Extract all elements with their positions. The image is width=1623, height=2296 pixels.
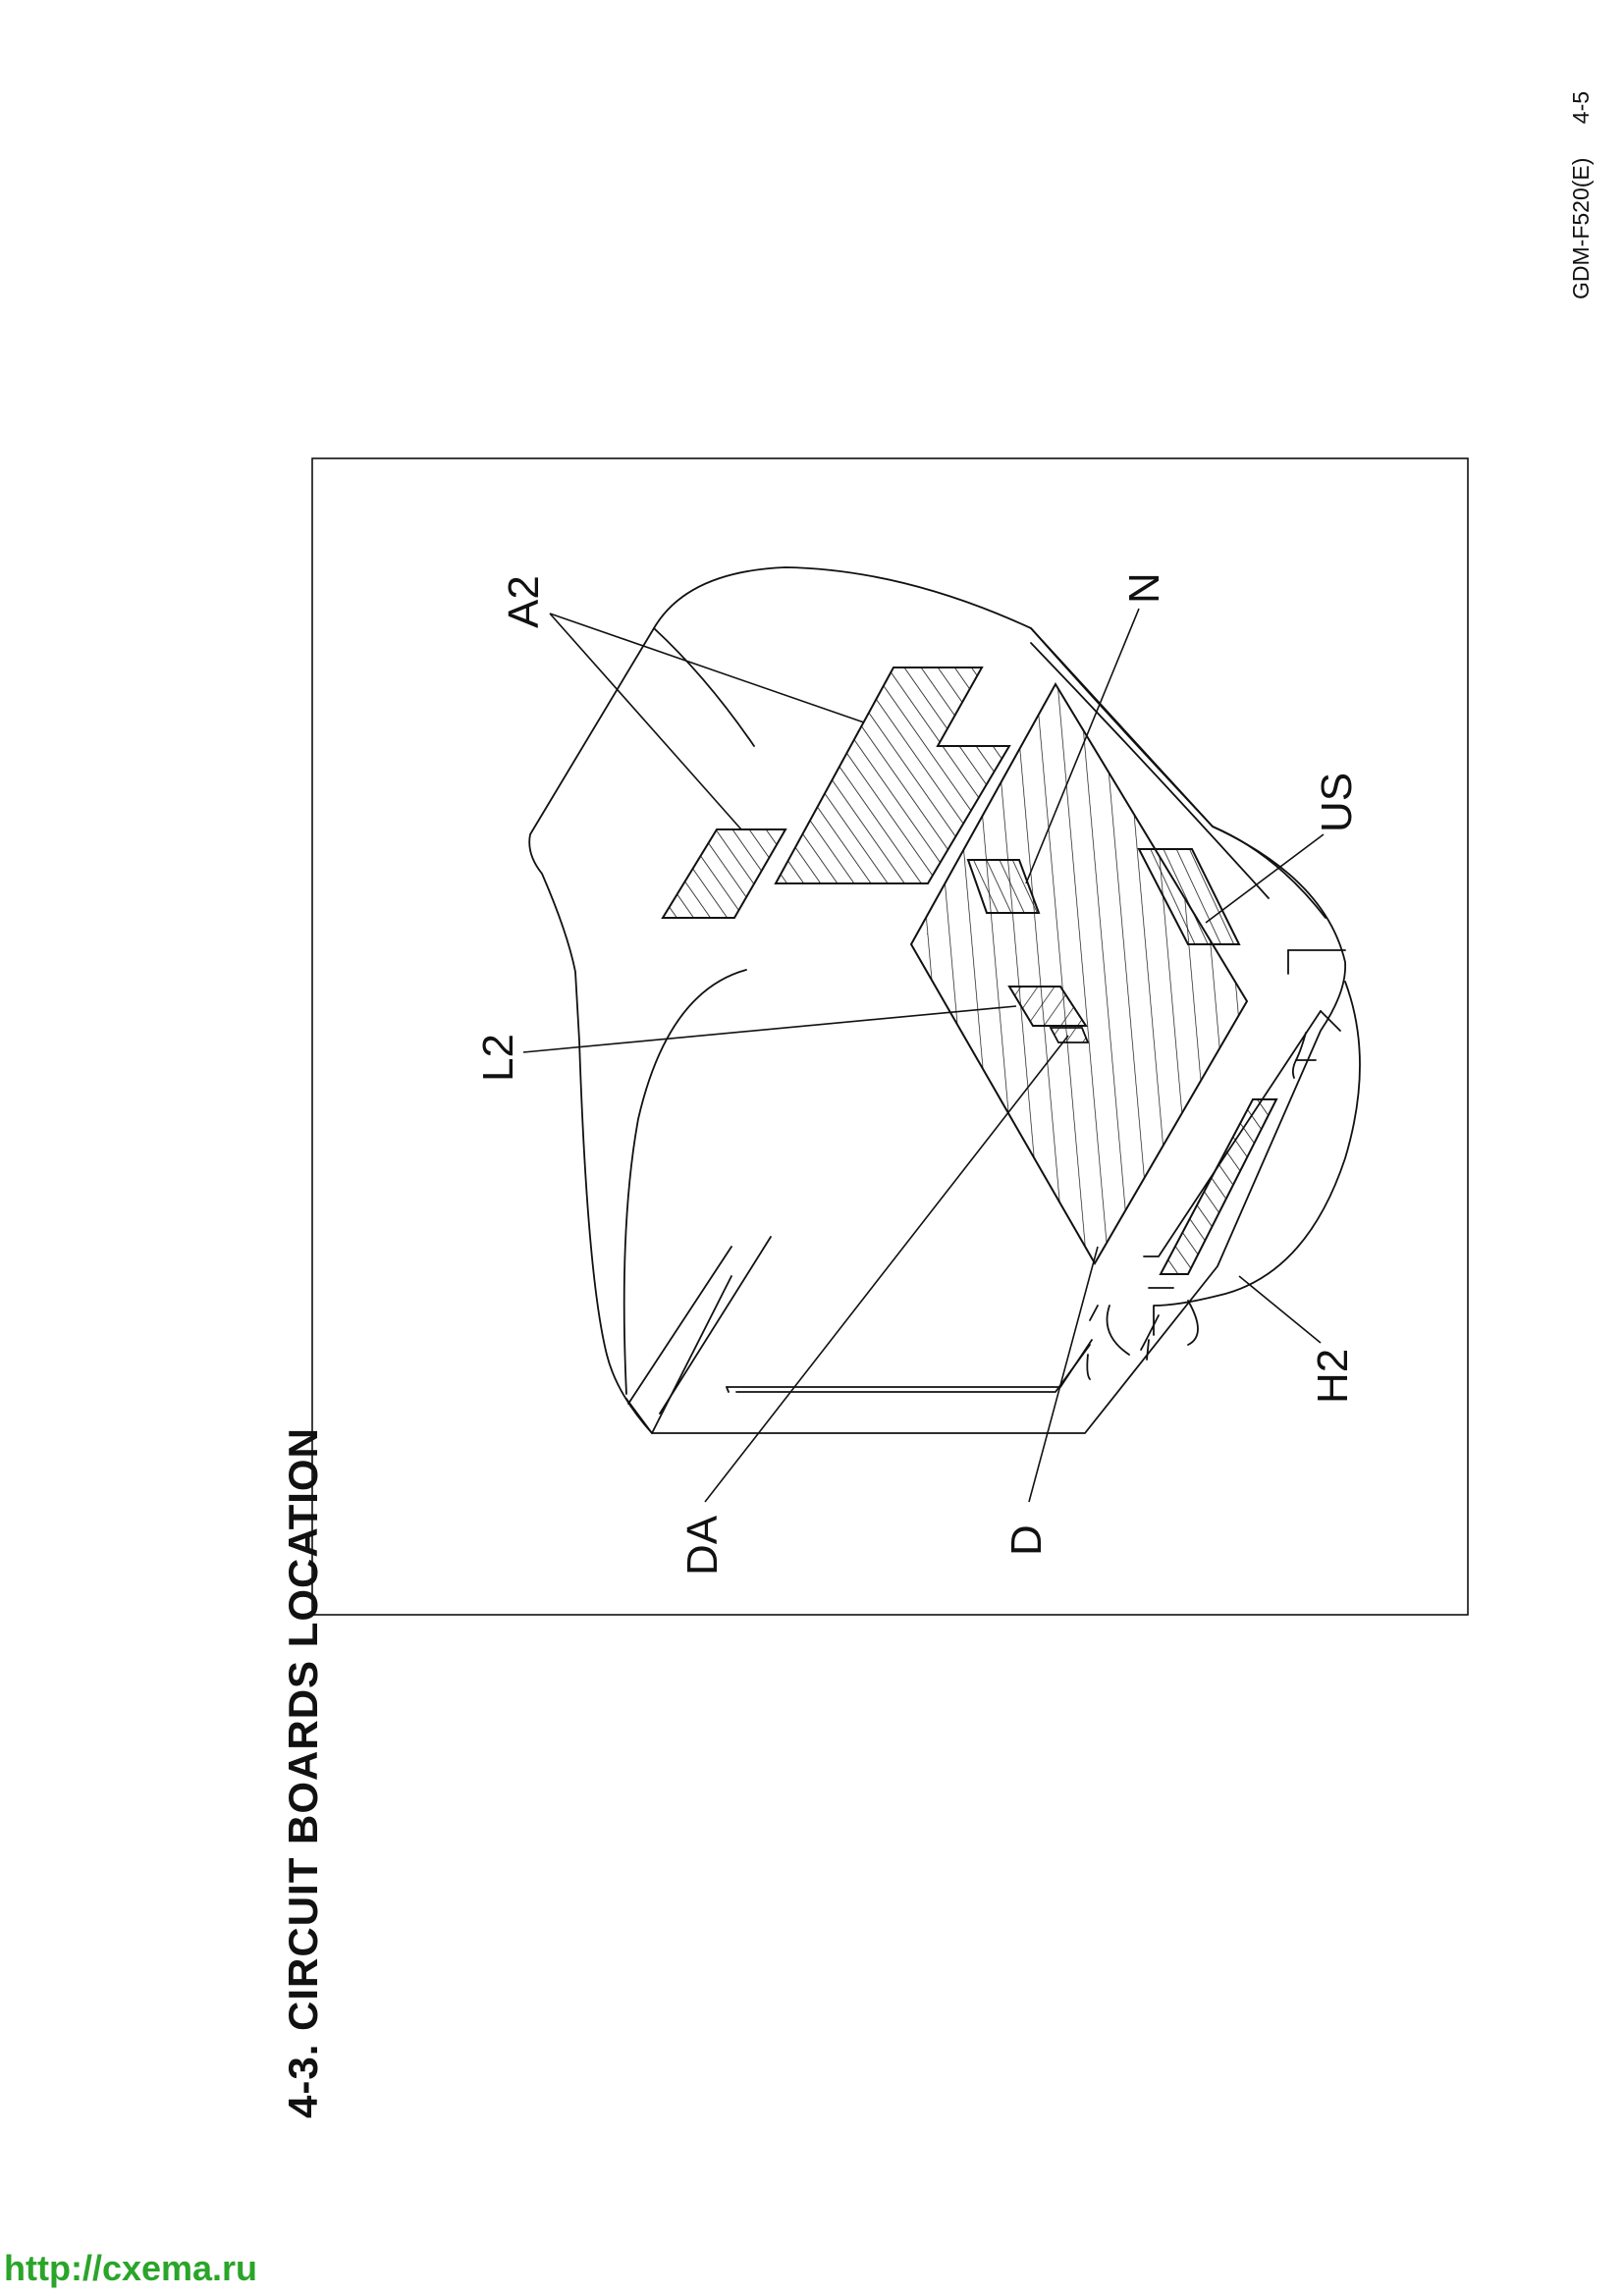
board-a2-small [663, 829, 785, 918]
model-number: GDM-F520(E) [1568, 157, 1594, 299]
board-h2 [1161, 1099, 1276, 1274]
label-h2: H2 [1309, 1348, 1357, 1404]
label-da: DA [678, 1515, 727, 1575]
page-number: 4-5 [1568, 90, 1594, 125]
section-title: 4-3. CIRCUIT BOARDS LOCATION [280, 1427, 326, 2118]
label-a2: A2 [500, 575, 548, 628]
label-us: US [1313, 772, 1361, 832]
label-d: D [1002, 1524, 1051, 1556]
source-link[interactable]: http://cxema.ru [4, 2248, 258, 2288]
label-l2: L2 [474, 1034, 522, 1082]
label-n: N [1120, 572, 1168, 604]
